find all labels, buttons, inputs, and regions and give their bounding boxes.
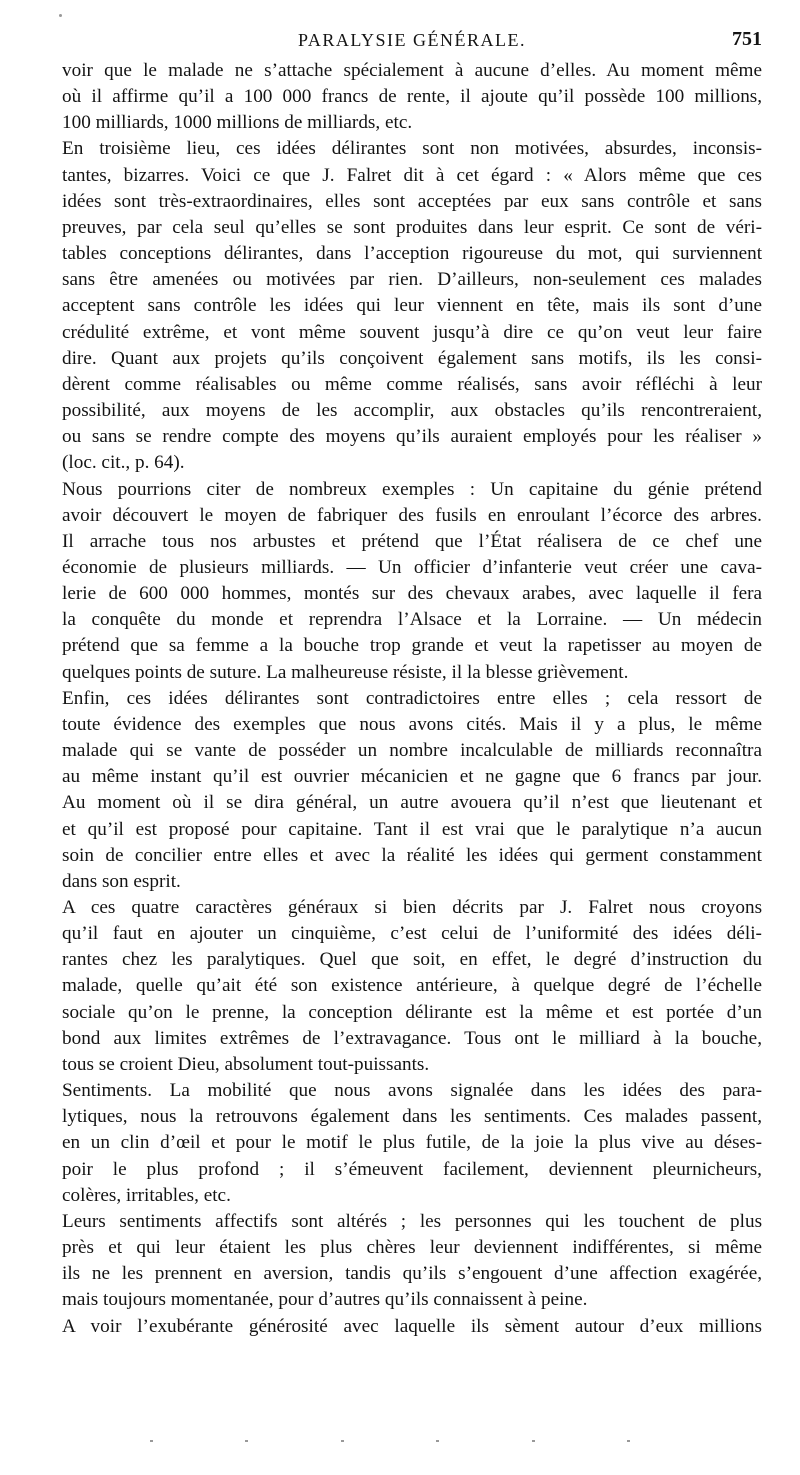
text-line: près et qui leur étaient les plus chères leur deviennent indifférentes, si même bbox=[62, 1237, 762, 1259]
text-line: qu’il faut en ajouter un cinquième, c’est celui de l’uniformité des idées déli- bbox=[62, 923, 762, 945]
page-number: 751 bbox=[732, 28, 762, 50]
text-line: poir le plus profond ; il s’émeuvent facilement, deviennent pleurnicheurs, bbox=[62, 1158, 762, 1180]
text-line: ou sans se rendre compte des moyens qu’ils auraient employés pour les réaliser » bbox=[62, 426, 762, 448]
text-line: ils ne les prennent en aversion, tandis qu’ils s’engouent d’une affection exagérée, bbox=[62, 1263, 762, 1285]
text-line: tables conceptions délirantes, dans l’acception rigoureuse du mot, qui surviennent bbox=[62, 243, 762, 265]
paragraph-first-line: Leurs sentiments affectifs sont altérés ; les personnes qui les touchent de plus bbox=[62, 1210, 762, 1232]
print-speck bbox=[59, 14, 62, 17]
paragraph-first-line: A ces quatre caractères généraux si bien décrits par J. Falret nous croyons bbox=[62, 897, 762, 918]
print-mark bbox=[627, 1440, 630, 1442]
text-line: sans être amenées ou motivées par rien. D’ailleurs, non-seulement ces malades bbox=[62, 269, 762, 291]
text-line: sociale qu’on le prenne, la conception délirante est la même et est portée d’un bbox=[62, 1001, 762, 1023]
text-line: voir que le malade ne s’attache spécialement à aucune d’elles. Au moment même bbox=[62, 60, 762, 81]
text-line: avoir découvert le moyen de fabriquer des fusils en enroulant l’écorce des arbres. bbox=[62, 504, 762, 526]
text-line: tous se croient Dieu, absolument tout-puissants. bbox=[62, 1053, 430, 1075]
text-line: preuves, par cela seul qu’elles se sont produites dans leur esprit. Ce sont de véri- bbox=[62, 216, 762, 238]
text-line: malade, quelle qu’ait été son existence antérieure, à quelque degré de l’échelle bbox=[62, 975, 762, 997]
print-mark bbox=[341, 1440, 344, 1442]
print-mark bbox=[532, 1440, 535, 1442]
text-line: mais toujours momentanée, pour d’autres qu’ils connaissent à peine. bbox=[62, 1289, 588, 1311]
print-mark bbox=[245, 1440, 248, 1442]
text-line: dire. Quant aux projets qu’ils conçoivent également sans motifs, ils les consi- bbox=[62, 347, 762, 369]
footer-print-marks bbox=[150, 1438, 630, 1444]
text-line: lerie de 600 000 hommes, montés sur des chevaux arabes, avec laquelle il fera bbox=[62, 583, 762, 605]
text-line: et qu’il est proposé pour capitaine. Tant il est vrai que le paralytique n’a aucun bbox=[62, 818, 762, 840]
body-text bbox=[62, 58, 762, 1340]
text-line: soin de concilier entre elles et avec la réalité les idées qui germent constamment bbox=[62, 844, 762, 866]
text-line: crédulité extrême, et vont même souvent jusqu’à dire ce qu’on veut leur faire bbox=[62, 321, 762, 343]
text-line: Au moment où il se dira général, un autre avouera qu’il n’est que lieutenant et bbox=[62, 792, 762, 814]
text-line: lytiques, nous la retrouvons également dans les sentiments. Ces malades passent, bbox=[62, 1106, 762, 1128]
text-line: au même instant qu’il est ouvrier mécanicien et ne gagne que 6 francs par jour. bbox=[62, 766, 762, 788]
book-page bbox=[62, 28, 762, 1340]
text-line: acceptent sans contrôle les idées qui leur viennent en tête, mais ils sont d’une bbox=[62, 295, 762, 317]
paragraph-first-line: Enfin, ces idées délirantes sont contradictoires entre elles ; cela ressort de bbox=[62, 687, 762, 709]
paragraph-first-line: Sentiments. La mobilité que nous avons signalée dans les idées des para- bbox=[62, 1080, 762, 1102]
text-line: la conquête du monde et reprendra l’Alsace et la Lorraine. — Un médecin bbox=[62, 609, 762, 631]
print-mark bbox=[150, 1440, 153, 1442]
text-line: toute évidence des exemples que nous avons cités. Mais il y a plus, le même bbox=[62, 713, 762, 735]
paragraph-first-line: A voir l’exubérante générosité avec laquelle ils sèment autour d’eux millions bbox=[62, 1315, 762, 1337]
text-line: tantes, bizarres. Voici ce que J. Falret dit à cet égard : « Alors même que ces bbox=[62, 164, 762, 186]
text-line: idées sont très-extraordinaires, elles sont acceptées par eux sans contrôle et sans bbox=[62, 190, 762, 212]
text-line: colères, irritables, etc. bbox=[62, 1184, 231, 1206]
text-line: quelques points de suture. La malheureuse résiste, il la blesse grièvement. bbox=[62, 661, 629, 683]
text-line: 100 milliards, 1000 millions de milliards, etc. bbox=[62, 112, 413, 134]
text-line: bond aux limites extrêmes de l’extravagance. Tous ont le milliard à la bouche, bbox=[62, 1027, 762, 1049]
text-line: possibilité, aux moyens de les accomplir, aux obstacles qu’ils rencontreraient, bbox=[62, 400, 762, 422]
text-line: dèrent comme réalisables ou même comme réalisés, sans avoir réfléchi à leur bbox=[62, 373, 762, 395]
text-line: (loc. cit., p. 64). bbox=[62, 452, 185, 474]
print-mark bbox=[436, 1440, 439, 1442]
text-line: économie de plusieurs milliards. — Un officier d’infanterie veut créer une cava- bbox=[62, 556, 762, 578]
paragraph-first-line: Nous pourrions citer de nombreux exemples : Un capitaine du génie prétend bbox=[62, 478, 762, 500]
paragraph-first-line: En troisième lieu, ces idées délirantes sont non motivées, absurdes, inconsis- bbox=[62, 138, 762, 160]
text-line: dans son esprit. bbox=[62, 870, 181, 892]
text-line: prétend que sa femme a la bouche trop grande et veut la rapetisser au moyen de bbox=[62, 635, 762, 657]
text-line: malade qui se vante de posséder un nombre incalculable de milliards reconnaîtra bbox=[62, 740, 762, 762]
running-title: PARALYSIE GÉNÉRALE. bbox=[297, 30, 527, 50]
text-line: Il arrache tous nos arbustes et prétend que l’État réalisera de ce chef une bbox=[62, 530, 762, 552]
text-line: rantes chez les paralytiques. Quel que soit, en effet, le degré d’instruction du bbox=[62, 949, 762, 971]
text-line: en un clin d’œil et pour le motif le plus futile, de la joie la plus vive au déses- bbox=[62, 1132, 762, 1154]
running-header bbox=[62, 28, 762, 58]
text-line: où il affirme qu’il a 100 000 francs de rente, il ajoute qu’il possède 100 millions, bbox=[62, 86, 762, 108]
